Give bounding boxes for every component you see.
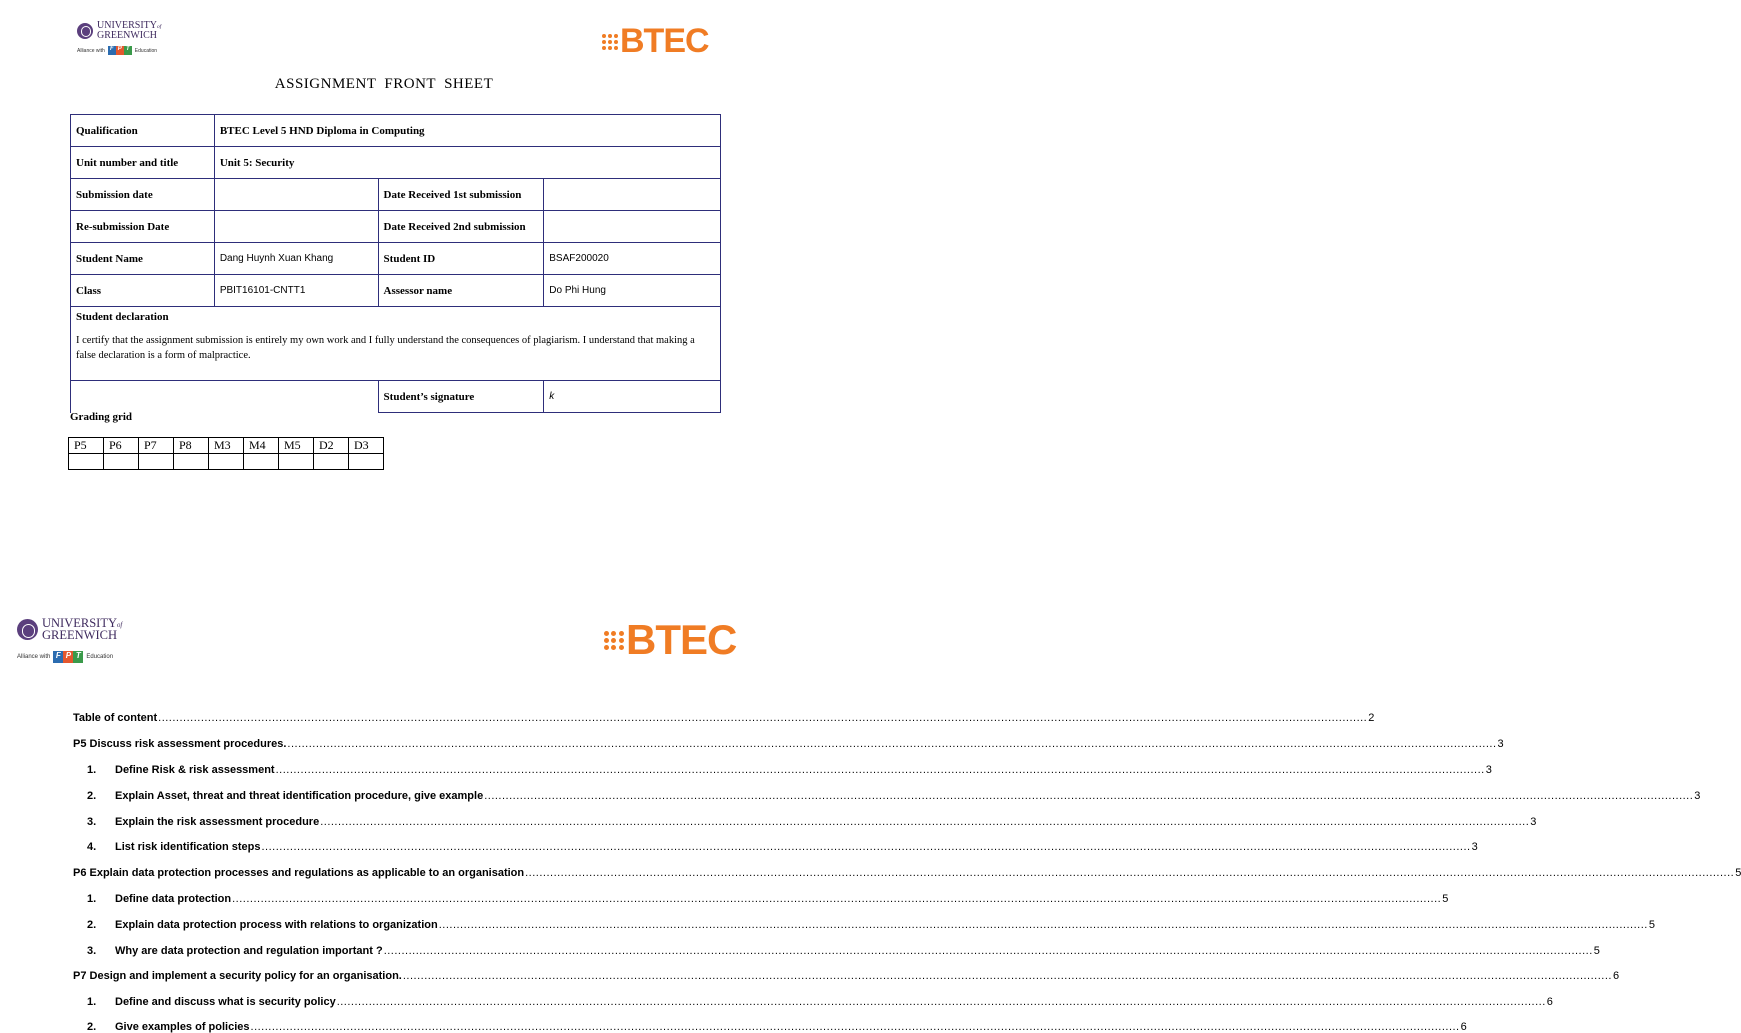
date-received-2-value [544,211,721,243]
btec-logo: BTEC [604,616,736,664]
resubmission-date-label: Re-submission Date [71,211,215,243]
grade-d2: D2 [314,438,349,454]
front-sheet-table [70,114,721,413]
fpt-logo: F P T [108,46,132,55]
grade-m3: M3 [209,438,244,454]
table-row [71,147,721,179]
toc-entry[interactable]: 1. Define data protection ..... 5 [73,891,716,905]
student-name-label: Student Name [71,243,215,275]
table-row [71,179,721,211]
resubmission-date-value [214,211,378,243]
toc-entry[interactable]: 3. Why are data protection and regulation important ? ..... 5 [73,943,716,957]
student-id-label: Student ID [378,243,544,275]
toc-entry[interactable]: 4. List risk identification steps ..... 3 [73,839,716,853]
toc-entry[interactable]: 3. Explain the risk assessment procedure ..... 3 [73,814,716,828]
university-crest-icon [77,23,93,39]
grade-d3: D3 [349,438,384,454]
submission-date-value [214,179,378,211]
date-received-1-value [544,179,721,211]
grading-value-row [69,454,384,470]
table-row [71,307,721,381]
declaration-heading: Student declaration [76,311,169,323]
grade-p7: P7 [139,438,174,454]
front-sheet-page [0,0,768,560]
qualification-value: BTEC Level 5 HND Diploma in Computing [214,115,720,147]
student-name-value: Dang Huynh Xuan Khang [214,243,378,275]
date-received-2-label: Date Received 2nd submission [378,211,544,243]
toc-entry[interactable]: 2. Explain data protection process with relations to organization ..... 5 [73,917,716,931]
signature-value: k [544,381,721,413]
class-value: PBIT16101-CNTT1 [214,275,378,307]
student-declaration [71,307,721,381]
toc-entry[interactable]: 1. Define Risk & risk assessment ..... 3 [73,762,716,776]
grade-m4: M4 [244,438,279,454]
grade-p8: P8 [174,438,209,454]
university-crest-icon [17,619,38,640]
grade-p6: P6 [104,438,139,454]
assessor-value: Do Phi Hung [544,275,721,307]
grade-m5: M5 [279,438,314,454]
toc-entry[interactable]: P6 Explain data protection processes and regulations as applicable to an organisation ..... 5 [73,865,716,879]
class-label: Class [71,275,215,307]
btec-logo: BTEC [602,22,709,61]
table-row [71,275,721,307]
submission-date-label: Submission date [71,179,215,211]
signature-label: Student’s signature [378,381,544,413]
toc-entry[interactable]: 1. Define and discuss what is security policy ..... 6 [73,994,716,1008]
toc-entry[interactable]: 2. Explain Asset, threat and threat identification procedure, give example ..... 3 [73,788,716,802]
grade-p5: P5 [69,438,104,454]
grading-grid-title: Grading grid [70,411,133,423]
table-row [71,243,721,275]
qualification-label: Qualification [71,115,215,147]
student-id-value: BSAF200020 [544,243,721,275]
toc-entry[interactable]: Table of content ..... 2 [73,710,716,724]
declaration-text: I certify that the assignment submission is entirely my own work and I fully understand the consequences of plagiarism. I understand that making a false declaration is a form of malpractice. [76,335,695,362]
university-logo: UNIVERSITYof GREENWICH Alliance with F P T Education [77,20,162,54]
assessor-label: Assessor name [378,275,544,307]
table-row [71,115,721,147]
grading-header-row [69,438,384,454]
table-row [71,381,721,413]
page-title: ASSIGNMENT FRONT SHEET [274,76,494,92]
toc-entry[interactable]: P5 Discuss risk assessment procedures. ..... 3 [73,736,716,750]
table-row [71,211,721,243]
toc-entry[interactable]: 2. Give examples of policies ..... 6 [73,1019,716,1033]
unit-value: Unit 5: Security [214,147,720,179]
grading-grid [68,437,384,470]
fpt-logo: F P T [53,651,83,663]
unit-label: Unit number and title [71,147,215,179]
date-received-1-label: Date Received 1st submission [378,179,544,211]
toc-entry[interactable]: P7 Design and implement a security policy for an organisation. ..... 6 [73,968,716,982]
university-logo: UNIVERSITYof GREENWICH Alliance with F P T Education [17,618,122,663]
signature-spacer [71,381,379,413]
